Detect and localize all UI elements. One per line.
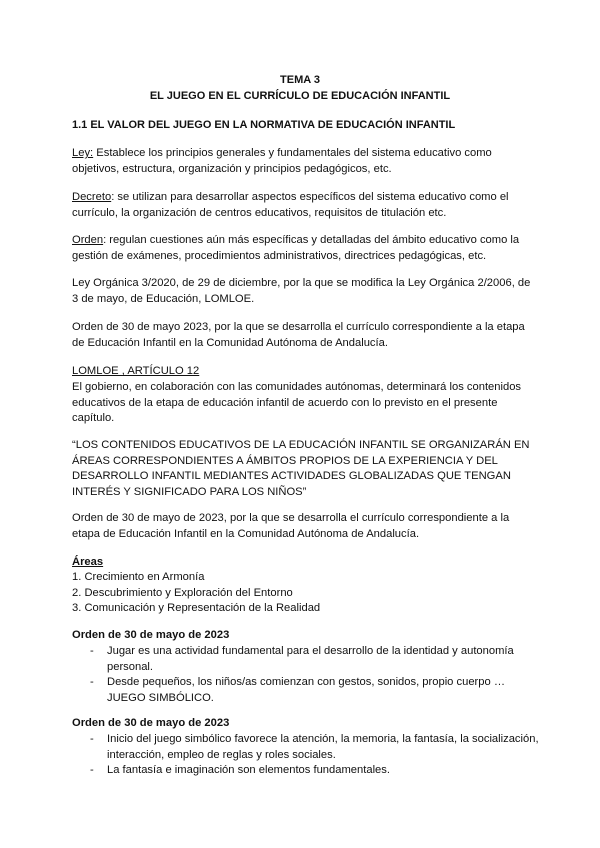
lomloe-heading: LOMLOE , ARTÍCULO 12: [72, 365, 200, 377]
quote-paragraph: “LOS CONTENIDOS EDUCATIVOS DE LA EDUCACIÓN INFANTIL SE ORGANIZARÁN EN ÁREAS CORRESPONDIENTES A ÁMBITOS PROPIOS DE LA EXPERIENCIA Y DEL DESARROLLO INFANTIL MEDIANTES ACTIVIDADES GLOBALIZADAS QUE TENGAN INTERÉS Y SIGNIFICADO PARA LOS NIÑOS”: [72, 439, 530, 498]
definition-decreto: [72, 190, 532, 221]
tema-label: TEMA 3: [280, 74, 320, 86]
document-title: EL JUEGO EN EL CURRÍCULO DE EDUCACIÓN INFANTIL: [149, 90, 451, 102]
definition-text: : se utilizan para desarrollar aspectos específicos del sistema educativo como el currículo, la organización de centros educativos, requisitos de titulación etc.: [72, 191, 509, 219]
ley-organica-paragraph: Ley Orgánica 3/2020, de 29 de diciembre, por la que se modifica la Ley Orgánica 2/2006, de 3 de mayo, de Educación, LOMLOE.: [72, 277, 531, 305]
definition-text: : regulan cuestiones aún más específicas y detalladas del ámbito educativo como la gestión de exámenes, procedimientos administrativos, directrices pedagógicas, etc.: [72, 234, 520, 262]
section-heading: 1.1 EL VALOR DEL JUEGO EN LA NORMATIVA DE EDUCACIÓN INFANTIL: [72, 119, 456, 131]
areas-list: [72, 570, 532, 617]
definition-text: Establece los principios generales y fundamentales del sistema educativo como objetivos, estructura, organización y principios pedagógicos, etc.: [72, 147, 492, 175]
lomloe-paragraph: El gobierno, en colaboración con las comunidades autónomas, determinará los contenidos educativos de la etapa de educación infantil de acuerdo con lo previsto en el presente capítulo.: [72, 381, 522, 424]
areas-heading: Áreas: [72, 556, 104, 568]
definition-ley: [72, 146, 532, 177]
orden-block-list: [72, 732, 542, 779]
list-item: - Jugar es una actividad fundamental para el desarrollo de la identidad y autonomía personal.: [72, 644, 542, 675]
definition-term: Decreto: [72, 191, 112, 203]
orden-paragraph-2: Orden de 30 de mayo de 2023, por la que se desarrolla el currículo correspondiente a la etapa de Educación Infantil en la Comunidad Autónoma de Andalucía.: [72, 512, 510, 540]
list-item: 2. Descubrimiento y Exploración del Entorno: [72, 586, 293, 599]
definition-orden: [72, 233, 532, 264]
orden-block-heading: Orden de 30 de mayo de 2023: [72, 629, 230, 641]
list-item: 1. Crecimiento en Armonía: [72, 571, 205, 583]
orden-block-list: [72, 644, 542, 706]
definition-term: Orden: [72, 234, 104, 246]
list-item: - La fantasía e imaginación son elementos fundamentales.: [72, 763, 542, 779]
orden-block-heading: Orden de 30 de mayo de 2023: [72, 717, 230, 729]
list-item: - Inicio del juego simbólico favorece la atención, la memoria, la fantasía, la socialización, interacción, empleo de reglas y roles sociales.: [72, 732, 542, 763]
orden-paragraph: Orden de 30 de mayo 2023, por la que se desarrolla el currículo correspondiente a la etapa de Educación Infantil en la Comunidad Autónoma de Andalucía.: [72, 321, 525, 349]
list-item: - Desde pequeños, los niños/as comienzan con gestos, sonidos, propio cuerpo …JUEGO SIMBÓLICO.: [72, 675, 542, 706]
list-item: 3. Comunicación y Representación de la Realidad: [72, 602, 321, 614]
definition-term: Ley:: [72, 147, 94, 159]
